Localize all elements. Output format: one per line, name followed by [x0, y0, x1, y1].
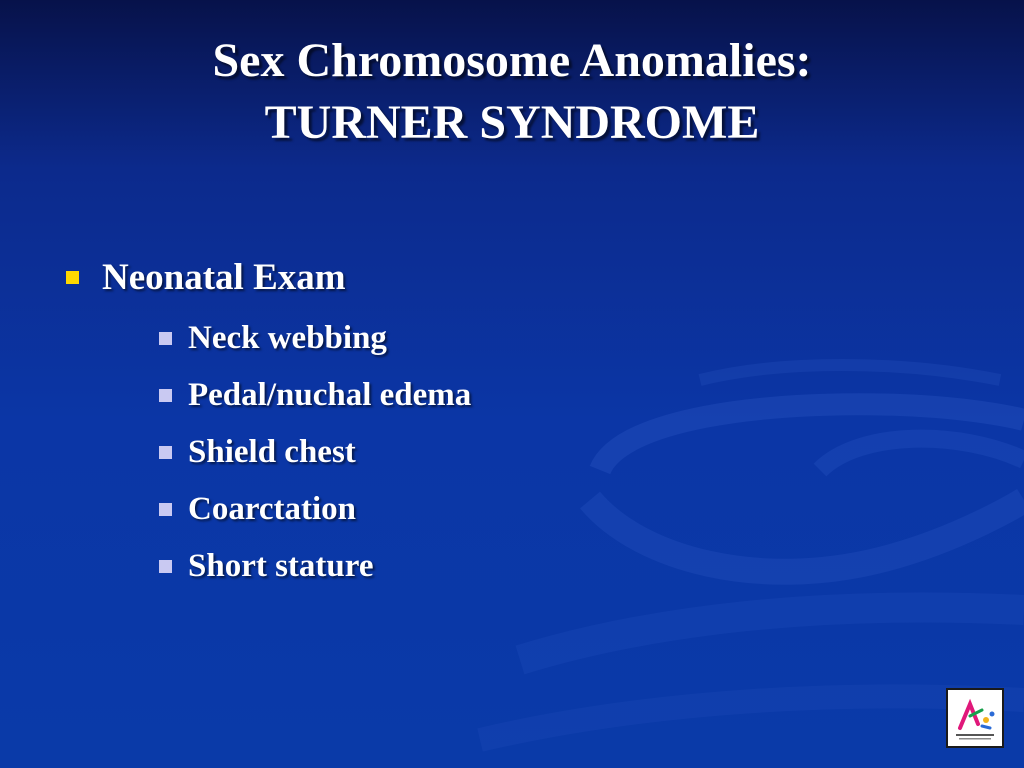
sub-bullet-text: Pedal/nuchal edema	[188, 377, 472, 413]
square-bullet-icon	[159, 332, 172, 345]
sub-bullet-item	[102, 538, 471, 595]
main-bullet-text: Neonatal Exam	[102, 257, 346, 298]
main-bullet-item	[60, 252, 471, 595]
sub-bullet-text: Short stature	[188, 548, 374, 584]
slide-title	[0, 30, 1024, 154]
sub-bullet-text: Shield chest	[188, 434, 356, 470]
sub-bullet-item	[102, 481, 471, 538]
square-bullet-icon	[159, 560, 172, 573]
sub-bullet-item	[102, 424, 471, 481]
hospital-logo-icon	[946, 688, 1004, 748]
square-bullet-icon	[159, 389, 172, 402]
slide-title-line-1: Sex Chromosome Anomalies:	[212, 34, 812, 87]
bullet-list	[60, 252, 471, 595]
square-bullet-icon	[159, 446, 172, 459]
square-bullet-icon	[159, 503, 172, 516]
sub-bullet-text: Coarctation	[188, 491, 357, 527]
slide-title-line-2: TURNER SYNDROME	[264, 96, 760, 149]
sub-bullet-list	[102, 310, 471, 595]
sub-bullet-item	[102, 367, 471, 424]
sub-bullet-item	[102, 310, 471, 367]
square-bullet-icon	[66, 271, 79, 284]
sub-bullet-text: Neck webbing	[188, 320, 387, 356]
